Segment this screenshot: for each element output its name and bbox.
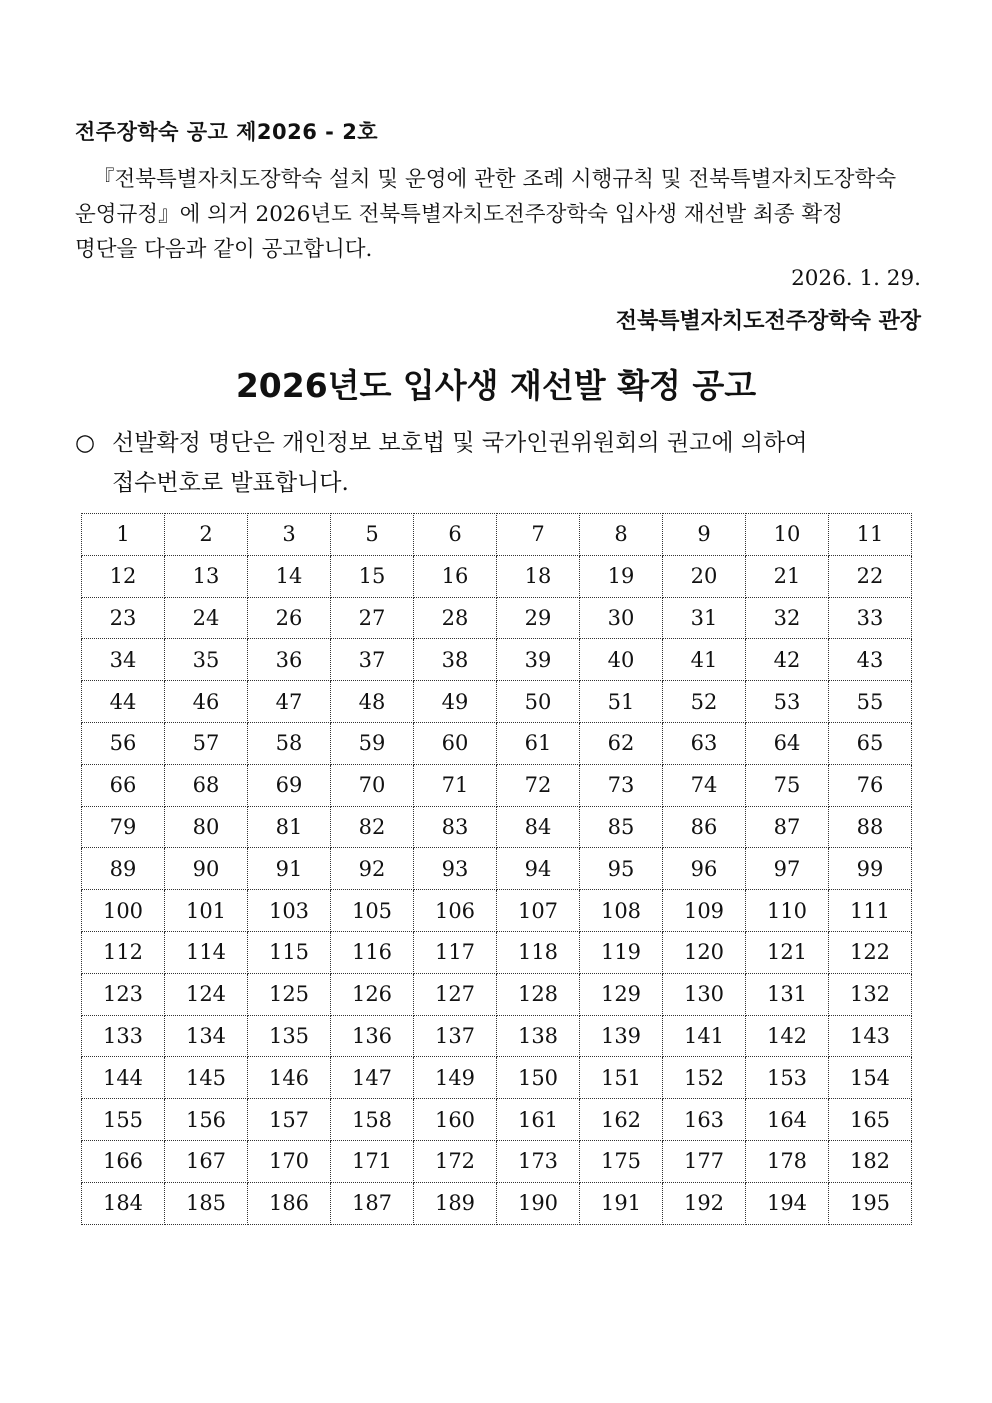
applicant-number-cell: 33 xyxy=(829,597,912,639)
applicant-number-cell: 187 xyxy=(331,1182,414,1224)
table-row xyxy=(82,639,912,681)
applicant-number-cell: 123 xyxy=(82,973,165,1015)
applicant-number-cell: 152 xyxy=(663,1057,746,1099)
applicant-number-cell: 76 xyxy=(829,764,912,806)
applicant-number-cell: 80 xyxy=(165,806,248,848)
applicant-number-cell: 73 xyxy=(580,764,663,806)
table-row xyxy=(82,1057,912,1099)
intro-line: 『전북특별자치도장학숙 설치 및 운영에 관한 조례 시행규칙 및 전북특별자치도장학숙 xyxy=(93,167,897,192)
applicant-number-cell: 141 xyxy=(663,1015,746,1057)
applicant-number-cell: 119 xyxy=(580,931,663,973)
applicant-number-cell: 177 xyxy=(663,1140,746,1182)
applicant-number-cell: 61 xyxy=(497,722,580,764)
applicant-number-cell: 31 xyxy=(663,597,746,639)
applicant-number-cell: 178 xyxy=(746,1140,829,1182)
applicant-number-cell: 155 xyxy=(82,1099,165,1141)
applicant-number-cell: 14 xyxy=(248,555,331,597)
notice-bullet xyxy=(75,423,921,503)
applicant-number-cell: 184 xyxy=(82,1182,165,1224)
table-row xyxy=(82,514,912,556)
applicant-number-cell: 88 xyxy=(829,806,912,848)
applicant-number-cell: 82 xyxy=(331,806,414,848)
applicant-number-cell: 115 xyxy=(248,931,331,973)
table-row xyxy=(82,890,912,932)
applicant-number-cell: 68 xyxy=(165,764,248,806)
applicant-number-cell: 129 xyxy=(580,973,663,1015)
applicant-number-cell: 146 xyxy=(248,1057,331,1099)
applicant-number-cell: 36 xyxy=(248,639,331,681)
applicant-number-cell: 132 xyxy=(829,973,912,1015)
table-row xyxy=(82,555,912,597)
applicant-number-cell: 131 xyxy=(746,973,829,1015)
circle-bullet-icon: ○ xyxy=(75,430,96,456)
applicant-number-cell: 173 xyxy=(497,1140,580,1182)
applicant-number-cell: 190 xyxy=(497,1182,580,1224)
applicant-number-cell: 28 xyxy=(414,597,497,639)
applicant-number-cell: 91 xyxy=(248,848,331,890)
applicant-number-cell: 69 xyxy=(248,764,331,806)
table-row xyxy=(82,1099,912,1141)
applicant-number-cell: 30 xyxy=(580,597,663,639)
applicant-number-cell: 75 xyxy=(746,764,829,806)
applicant-number-cell: 41 xyxy=(663,639,746,681)
table-row xyxy=(82,722,912,764)
applicant-number-cell: 97 xyxy=(746,848,829,890)
applicant-number-cell: 110 xyxy=(746,890,829,932)
applicant-number-cell: 156 xyxy=(165,1099,248,1141)
applicant-number-cell: 15 xyxy=(331,555,414,597)
applicant-number-cell: 29 xyxy=(497,597,580,639)
applicant-number-cell: 65 xyxy=(829,722,912,764)
applicant-number-cell: 93 xyxy=(414,848,497,890)
applicant-number-cell: 59 xyxy=(331,722,414,764)
notice-date: 2026. 1. 29. xyxy=(791,266,921,291)
applicant-number-cell: 86 xyxy=(663,806,746,848)
applicant-number-cell: 6 xyxy=(414,514,497,556)
applicant-number-cell: 32 xyxy=(746,597,829,639)
applicant-number-grid xyxy=(82,514,912,1225)
applicant-number-cell: 21 xyxy=(746,555,829,597)
applicant-number-cell: 101 xyxy=(165,890,248,932)
applicant-number-cell: 108 xyxy=(580,890,663,932)
table-row xyxy=(82,764,912,806)
applicant-number-cell: 60 xyxy=(414,722,497,764)
applicant-number-cell: 42 xyxy=(746,639,829,681)
applicant-number-cell: 149 xyxy=(414,1057,497,1099)
applicant-number-cell: 128 xyxy=(497,973,580,1015)
applicant-number-cell: 92 xyxy=(331,848,414,890)
applicant-number-cell: 81 xyxy=(248,806,331,848)
applicant-number-cell: 139 xyxy=(580,1015,663,1057)
applicant-number-cell: 143 xyxy=(829,1015,912,1057)
applicant-number-cell: 38 xyxy=(414,639,497,681)
applicant-number-cell: 126 xyxy=(331,973,414,1015)
applicant-number-cell: 96 xyxy=(663,848,746,890)
applicant-number-cell: 62 xyxy=(580,722,663,764)
applicant-number-cell: 195 xyxy=(829,1182,912,1224)
applicant-number-cell: 18 xyxy=(497,555,580,597)
applicant-number-cell: 165 xyxy=(829,1099,912,1141)
applicant-number-cell: 103 xyxy=(248,890,331,932)
applicant-number-cell: 162 xyxy=(580,1099,663,1141)
applicant-number-cell: 20 xyxy=(663,555,746,597)
applicant-number-cell: 186 xyxy=(248,1182,331,1224)
applicant-number-cell: 79 xyxy=(82,806,165,848)
applicant-number-cell: 125 xyxy=(248,973,331,1015)
applicant-number-cell: 99 xyxy=(829,848,912,890)
applicant-number-cell: 107 xyxy=(497,890,580,932)
applicant-number-cell: 7 xyxy=(497,514,580,556)
applicant-number-cell: 57 xyxy=(165,722,248,764)
applicant-number-cell: 5 xyxy=(331,514,414,556)
applicant-number-cell: 85 xyxy=(580,806,663,848)
applicant-number-cell: 191 xyxy=(580,1182,663,1224)
applicant-number-cell: 47 xyxy=(248,681,331,723)
table-row xyxy=(82,806,912,848)
applicant-number-cell: 194 xyxy=(746,1182,829,1224)
applicant-number-cell: 175 xyxy=(580,1140,663,1182)
applicant-number-cell: 51 xyxy=(580,681,663,723)
applicant-number-cell: 26 xyxy=(248,597,331,639)
applicant-number-cell: 9 xyxy=(663,514,746,556)
applicant-number-cell: 147 xyxy=(331,1057,414,1099)
table-row xyxy=(82,1182,912,1224)
intro-line: 운영규정』에 의거 2026년도 전북특별자치도전주장학숙 입사생 재선발 최종 확정 xyxy=(75,202,843,227)
table-row xyxy=(82,1140,912,1182)
applicant-number-cell: 170 xyxy=(248,1140,331,1182)
applicant-number-cell: 55 xyxy=(829,681,912,723)
applicant-number-cell: 100 xyxy=(82,890,165,932)
applicant-number-cell: 189 xyxy=(414,1182,497,1224)
applicant-number-cell: 39 xyxy=(497,639,580,681)
applicant-number-cell: 63 xyxy=(663,722,746,764)
applicant-number-cell: 48 xyxy=(331,681,414,723)
applicant-number-cell: 158 xyxy=(331,1099,414,1141)
applicant-number-cell: 153 xyxy=(746,1057,829,1099)
applicant-number-cell: 142 xyxy=(746,1015,829,1057)
applicant-number-cell: 87 xyxy=(746,806,829,848)
table-row xyxy=(82,1015,912,1057)
applicant-number-cell: 144 xyxy=(82,1057,165,1099)
applicant-number-cell: 163 xyxy=(663,1099,746,1141)
table-row xyxy=(82,597,912,639)
applicant-number-cell: 120 xyxy=(663,931,746,973)
applicant-number-cell: 111 xyxy=(829,890,912,932)
applicant-number-cell: 185 xyxy=(165,1182,248,1224)
applicant-number-cell: 133 xyxy=(82,1015,165,1057)
applicant-number-cell: 49 xyxy=(414,681,497,723)
applicant-number-cell: 64 xyxy=(746,722,829,764)
applicant-number-cell: 56 xyxy=(82,722,165,764)
applicant-number-cell: 83 xyxy=(414,806,497,848)
applicant-number-cell: 117 xyxy=(414,931,497,973)
applicant-number-cell: 150 xyxy=(497,1057,580,1099)
applicant-number-cell: 53 xyxy=(746,681,829,723)
table-row xyxy=(82,973,912,1015)
selected-applicants-table xyxy=(81,513,912,1225)
notice-number: 전주장학숙 공고 제2026 - 2호 xyxy=(75,120,379,144)
applicant-number-cell: 164 xyxy=(746,1099,829,1141)
applicant-number-cell: 16 xyxy=(414,555,497,597)
applicant-number-cell: 157 xyxy=(248,1099,331,1141)
applicant-number-cell: 138 xyxy=(497,1015,580,1057)
applicant-number-cell: 13 xyxy=(165,555,248,597)
applicant-number-cell: 166 xyxy=(82,1140,165,1182)
applicant-number-cell: 94 xyxy=(497,848,580,890)
applicant-number-cell: 136 xyxy=(331,1015,414,1057)
applicant-number-cell: 40 xyxy=(580,639,663,681)
applicant-number-cell: 95 xyxy=(580,848,663,890)
applicant-number-cell: 66 xyxy=(82,764,165,806)
applicant-number-cell: 24 xyxy=(165,597,248,639)
applicant-number-cell: 70 xyxy=(331,764,414,806)
applicant-number-cell: 134 xyxy=(165,1015,248,1057)
applicant-number-cell: 160 xyxy=(414,1099,497,1141)
applicant-number-cell: 22 xyxy=(829,555,912,597)
applicant-number-cell: 167 xyxy=(165,1140,248,1182)
applicant-number-cell: 151 xyxy=(580,1057,663,1099)
bullet-text-line: 접수번호로 발표합니다. xyxy=(112,470,349,496)
applicant-number-cell: 46 xyxy=(165,681,248,723)
applicant-number-cell: 19 xyxy=(580,555,663,597)
applicant-number-cell: 118 xyxy=(497,931,580,973)
applicant-number-cell: 34 xyxy=(82,639,165,681)
applicant-number-cell: 11 xyxy=(829,514,912,556)
applicant-number-cell: 192 xyxy=(663,1182,746,1224)
intro-line: 명단을 다음과 같이 공고합니다. xyxy=(75,237,373,262)
applicant-number-cell: 2 xyxy=(165,514,248,556)
applicant-number-cell: 50 xyxy=(497,681,580,723)
applicant-number-cell: 35 xyxy=(165,639,248,681)
intro-paragraph xyxy=(75,162,921,267)
applicant-number-cell: 154 xyxy=(829,1057,912,1099)
applicant-number-cell: 112 xyxy=(82,931,165,973)
applicant-number-cell: 3 xyxy=(248,514,331,556)
applicant-number-cell: 72 xyxy=(497,764,580,806)
applicant-number-cell: 124 xyxy=(165,973,248,1015)
applicant-number-cell: 114 xyxy=(165,931,248,973)
applicant-number-cell: 161 xyxy=(497,1099,580,1141)
applicant-number-cell: 109 xyxy=(663,890,746,932)
applicant-number-cell: 145 xyxy=(165,1057,248,1099)
applicant-number-cell: 37 xyxy=(331,639,414,681)
applicant-number-cell: 182 xyxy=(829,1140,912,1182)
applicant-number-cell: 1 xyxy=(82,514,165,556)
page-title: 2026년도 입사생 재선발 확정 공고 xyxy=(235,366,757,405)
issuer-signature: 전북특별자치도전주장학숙 관장 xyxy=(615,309,921,334)
applicant-number-cell: 137 xyxy=(414,1015,497,1057)
applicant-number-cell: 12 xyxy=(82,555,165,597)
applicant-number-cell: 122 xyxy=(829,931,912,973)
table-row xyxy=(82,681,912,723)
applicant-number-cell: 44 xyxy=(82,681,165,723)
applicant-number-cell: 58 xyxy=(248,722,331,764)
applicant-number-cell: 90 xyxy=(165,848,248,890)
applicant-number-cell: 89 xyxy=(82,848,165,890)
applicant-number-cell: 105 xyxy=(331,890,414,932)
applicant-number-cell: 106 xyxy=(414,890,497,932)
applicant-number-cell: 121 xyxy=(746,931,829,973)
applicant-number-cell: 43 xyxy=(829,639,912,681)
applicant-number-cell: 116 xyxy=(331,931,414,973)
applicant-number-cell: 172 xyxy=(414,1140,497,1182)
applicant-number-cell: 71 xyxy=(414,764,497,806)
applicant-number-cell: 23 xyxy=(82,597,165,639)
table-row xyxy=(82,848,912,890)
table-row xyxy=(82,931,912,973)
applicant-number-cell: 171 xyxy=(331,1140,414,1182)
applicant-number-cell: 8 xyxy=(580,514,663,556)
applicant-number-cell: 74 xyxy=(663,764,746,806)
applicant-number-cell: 130 xyxy=(663,973,746,1015)
bullet-text-line: 선발확정 명단은 개인정보 보호법 및 국가인권위원회의 권고에 의하여 xyxy=(112,430,808,456)
applicant-number-cell: 27 xyxy=(331,597,414,639)
applicant-number-cell: 127 xyxy=(414,973,497,1015)
applicant-number-cell: 84 xyxy=(497,806,580,848)
applicant-number-cell: 135 xyxy=(248,1015,331,1057)
applicant-number-cell: 10 xyxy=(746,514,829,556)
applicant-number-cell: 52 xyxy=(663,681,746,723)
